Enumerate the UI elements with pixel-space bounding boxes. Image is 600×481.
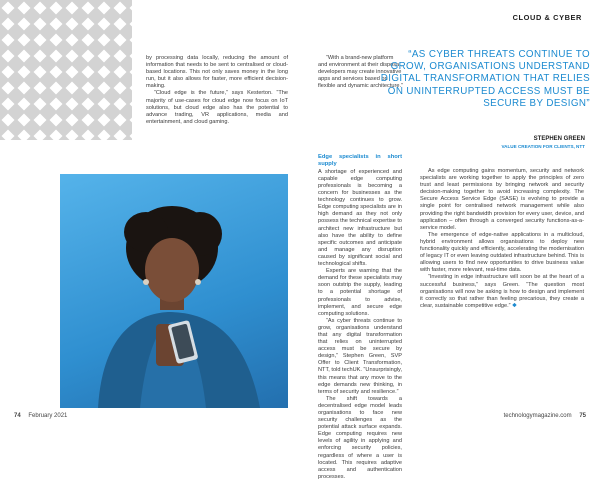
diamond-pattern — [0, 0, 132, 140]
body-paragraph — [420, 274, 584, 309]
body-paragraph: As edge computing gains momentum, security and network specialists are working together to apply the principles of zero trust and least permissions by bringing network and security decision-making together to avoid increasing complexity. The Secure Access Service Edge (SASE) is evolving to provide a single point for centralised network management while also providing the right bandwidth provision for every user, device, and application – often through a converged security functions-as-a-service model. — [420, 168, 584, 231]
left-folio — [14, 413, 67, 419]
body-paragraph: Experts are warning that the demand for these specialists may soon outstrip the supply, leading to a potential shortage of professionals to advise, implement, and secure edge computing solutions. — [318, 268, 402, 317]
page-number: 74 — [14, 413, 21, 419]
body-paragraph: The shift towards a decentralised edge model leads organisations to face new security challenges as the potential attack surface expands. Edge computing requires new levels of agility in applying and enforcing security policies, regardless of where a user is located. This requires adaptive access and authentication processes. — [318, 395, 402, 480]
body-paragraph: “As cyber threats continue to grow, organisations understand that any digital transformation that relies on uninterrupted access must be secure by design,” Stephen Green, SVP Offer to Client Transformation, NTT, told techUK. “Unsurprisingly, this means that any move to the edge demands new thinking, in terms of security and resilience.” — [318, 317, 402, 395]
page-number: 75 — [579, 413, 586, 419]
intro-paragraph: by processing data locally, reducing the amount of information that needs to be sent to centralised or cloud-based locations. This not only saves money in the long run, but it also allows for faster, more efficient decision-making. — [146, 55, 288, 90]
hero-photo — [60, 174, 288, 408]
woman-with-phone-illustration — [60, 174, 288, 408]
right-folio — [504, 413, 586, 419]
intro-paragraph: “Cloud edge is the future,” says Kesterton. “The majority of use-cases for cloud edge now focus on IoT solutions, but cloud edge also has the potential to advance trading, VR applications, media and entertainment, and cloud gaming. — [146, 90, 288, 125]
website: technologymagazine.com — [503, 413, 572, 419]
left-article-column — [318, 154, 402, 481]
pull-quote: “AS CYBER THREATS CONTINUE TO GROW, ORGANISATIONS UNDERSTAND DIGITAL TRANSFORMATION THAT RELIES ON UNINTERRUPTED ACCESS MUST BE SECURE BY DESIGN” — [380, 49, 590, 109]
body-paragraph: A shortage of experienced and capable edge computing professionals is becoming a concern for businesses as the technology continues to grow. Edge computing specialists are in high demand as they not only possess the technical expertise to architect new infrastructure but also have the ability to define specific outcomes and anticipate and manage any disruption caused by significant social and technological shifts. — [318, 168, 402, 268]
body-paragraph: The emergence of edge-native applications in a multicloud, hybrid environment allows organisations to deploy new functionality quickly and efficiently, accelerating the modernisation of legacy IT or even leaving outdated infrastructure behind. This is allowing users to find new opportunities to drive business value with faster, more relevant, real-time data. — [420, 231, 584, 274]
mid-paragraph: “With a brand-new platform and environment at their disposal, developers may create innovative apps and services based on flexible and dynamic architecture.” — [318, 55, 403, 90]
end-mark-icon: ❖ — [512, 302, 518, 309]
section-label: CLOUD & CYBER — [512, 13, 582, 22]
issue-date: February 2021 — [28, 413, 68, 419]
section-heading: Edge specialists in short supply — [318, 154, 402, 168]
right-article-column — [420, 168, 584, 310]
left-intro-column — [146, 55, 288, 126]
closing-paragraph: “Investing in edge infrastructure will soon be at the heart of a successful business,” says Green. “The question most organisations will now be asking is how to design and implement it correctly so that rather than feeling precarious, they create a clear, sustainable competitive edge.” — [420, 274, 584, 309]
attribution-name: STEPHEN GREEN — [533, 136, 585, 142]
attribution-title: VALUE CREATION FOR CLIENTS, NTT — [501, 144, 585, 149]
